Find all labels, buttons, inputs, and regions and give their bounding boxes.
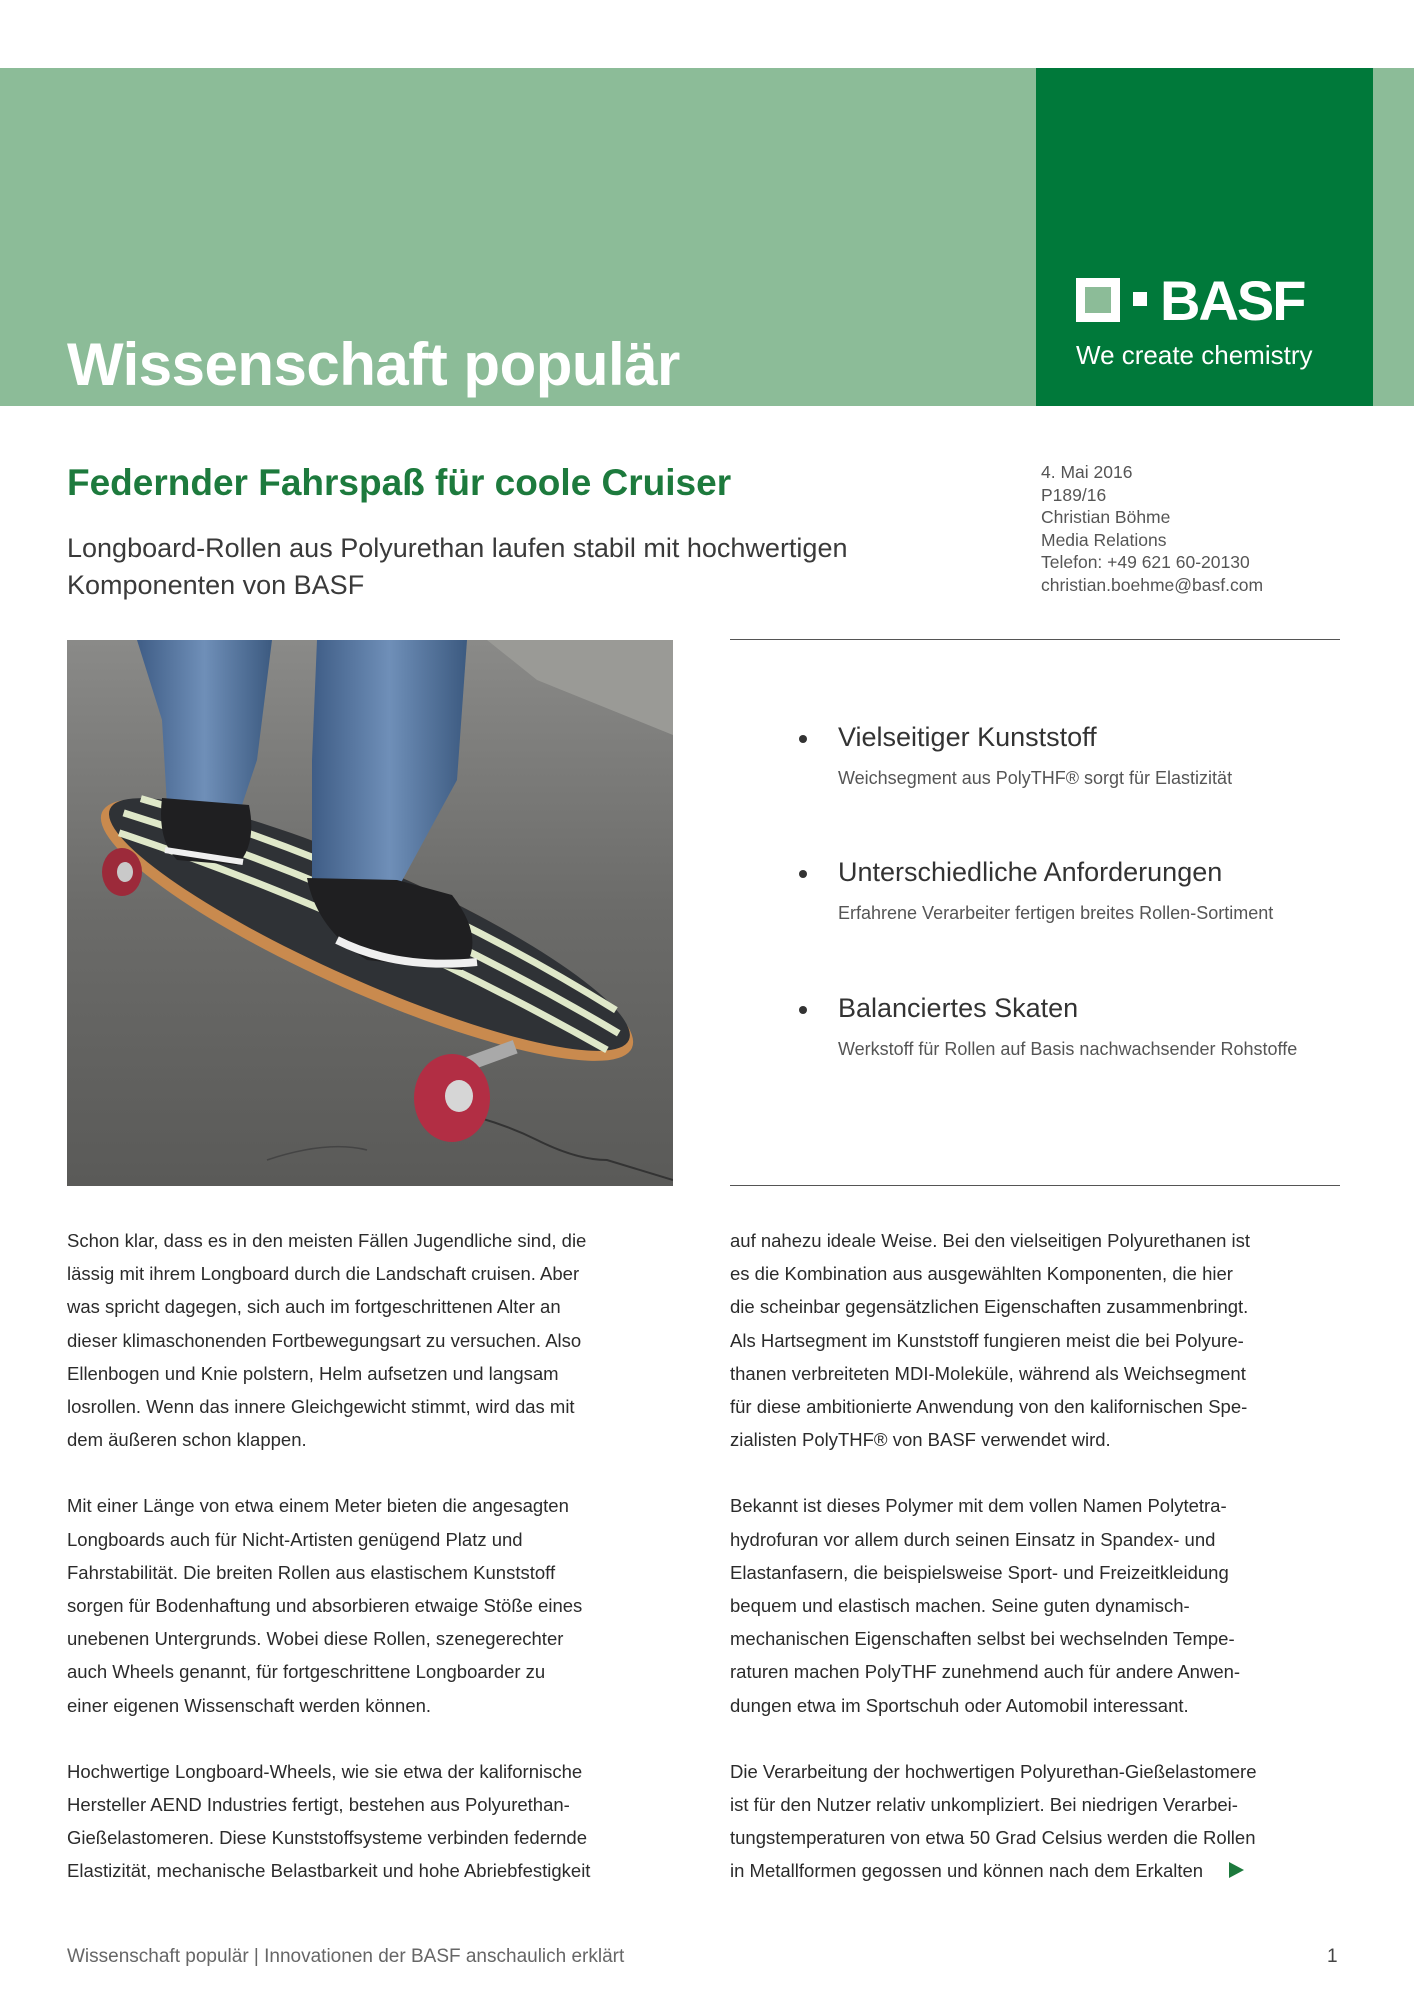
highlight-text: Erfahrene Verarbeiter fertigen breites Rollen-Sortiment	[838, 903, 1274, 923]
basf-brand-box	[1036, 68, 1373, 406]
meta-date: 4. Mai 2016	[1041, 462, 1133, 482]
bullet-icon	[799, 1006, 807, 1014]
article-title: Federnder Fahrspaß für coole Cruiser	[67, 462, 732, 503]
publication-title: Wissenschaft populär	[67, 331, 680, 398]
highlight-text: Werkstoff für Rollen auf Basis nachwachsender Rohstoffe	[838, 1039, 1298, 1059]
body-paragraph: auf nahezu ideale Weise. Bei den vielseitigen Polyurethanen ist es die Kombination aus ausgewählten Komponenten, die hier die scheinbar gegensätzlichen Eigenschaften zusammenbringt. Als Hartsegment im Kunststoff fungieren meist die bei Polyure- thanen verbreiteten MDI-Moleküle, während als Weichsegment für diese ambitionierte Anwendung von den kalifornischen Spe- zialisten PolyTHF® von BASF verwendet wird.	[730, 1230, 1251, 1451]
body-paragraph: Hochwertige Longboard-Wheels, wie sie etwa der kalifornische Hersteller AEND Industries fertigt, bestehen aus Polyurethan- Gießelastomeren. Diese Kunststoffsysteme verbinden federnde Elastizität, mechanische Belastbarkeit und hohe Abriebfestigkeit	[67, 1760, 591, 1882]
article-subtitle: Longboard-Rollen aus Polyurethan laufen stabil mit hochwertigen Komponenten von BASF	[67, 533, 848, 600]
meta-email[interactable]: christian.boehme@basf.com	[1041, 574, 1264, 595]
body-paragraph: Mit einer Länge von etwa einem Meter bieten die angesagten Longboards auch für Nicht-Artisten genügend Platz und Fahrstabilität. Die breiten Rollen aus elastischem Kunststoff sorgen für Bodenhaftung und absorbieren etwaige Stöße eines unebenen Untergrunds. Wobei diese Rollen, szenegerechter auch Wheels genannt, für fortgeschrittene Longboarder zu einer eigenen Wissenschaft werden können.	[67, 1495, 583, 1716]
highlight-heading: Balanciertes Skaten	[838, 993, 1079, 1023]
bullet-icon	[799, 870, 807, 878]
body-column-right	[730, 1224, 1340, 1921]
footer-text: Wissenschaft populär | Innovationen der BASF anschaulich erklärt	[67, 1946, 625, 1967]
continue-arrow-icon	[1229, 1862, 1244, 1878]
longboard-photo	[67, 640, 673, 1186]
body-column-left	[67, 1224, 677, 1921]
brand-slogan: We create chemistry	[1076, 340, 1313, 370]
press-meta	[1041, 461, 1361, 596]
body-paragraph-last	[730, 1755, 1340, 1888]
divider-top	[730, 639, 1340, 640]
publication-subtitle: Innovationen der BASF anschaulich erklärt	[67, 404, 579, 434]
meta-phone: Telefon: +49 621 60-20130	[1041, 552, 1250, 572]
logo-square-icon	[1076, 278, 1120, 322]
meta-department: Media Relations	[1041, 529, 1167, 550]
body-paragraph-text: Die Verarbeitung der hochwertigen Polyurethan-Gießelastomere ist für den Nutzer relativ unkompliziert. Bei niedrigen Verarbei- tungstemperaturen von etwa 50 Grad Celsius werden die Rollen in Metallformen gegossen und können nach dem Erkalten	[730, 1760, 1257, 1882]
highlight-heading: Vielseitiger Kunststoff	[838, 722, 1097, 752]
meta-contact-name: Christian Böhme	[1041, 507, 1171, 527]
meta-reference: P189/16	[1041, 484, 1107, 505]
logo-text: BASF	[1160, 269, 1305, 332]
highlight-heading: Unterschiedliche Anforderungen	[838, 857, 1223, 887]
body-paragraph: Schon klar, dass es in den meisten Fällen Jugendliche sind, die lässig mit ihrem Longboard durch die Landschaft cruisen. Aber was spricht dagegen, sich auch im fortgeschrittenen Alter an dieser klimaschonenden Fortbewegungsart zu versuchen. Also Ellenbogen und Knie polstern, Helm aufsetzen und langsam losrollen. Wenn das innere Gleichgewicht stimmt, wird das mit dem äußeren schon klappen.	[67, 1230, 587, 1451]
divider-bottom	[730, 1185, 1340, 1186]
bullet-icon	[799, 735, 807, 743]
highlight-text: Weichsegment aus PolyTHF® sorgt für Elastizität	[838, 768, 1233, 788]
body-paragraph: Bekannt ist dieses Polymer mit dem vollen Namen Polytetra- hydrofuran vor allem durch seinen Einsatz in Spandex- und Elastanfasern, die beispielsweise Sport- und Freizeitkleidung bequem und elastisch machen. Seine guten dynamisch- mechanischen Eigenschaften selbst bei wechselnden Tempe- raturen machen PolyTHF zunehmend auch für andere Anwen- dungen etwa im Sportschuh oder Automobil interessant.	[730, 1495, 1241, 1716]
page-number: 1	[1327, 1946, 1338, 1967]
logo-dot-icon	[1133, 292, 1147, 306]
